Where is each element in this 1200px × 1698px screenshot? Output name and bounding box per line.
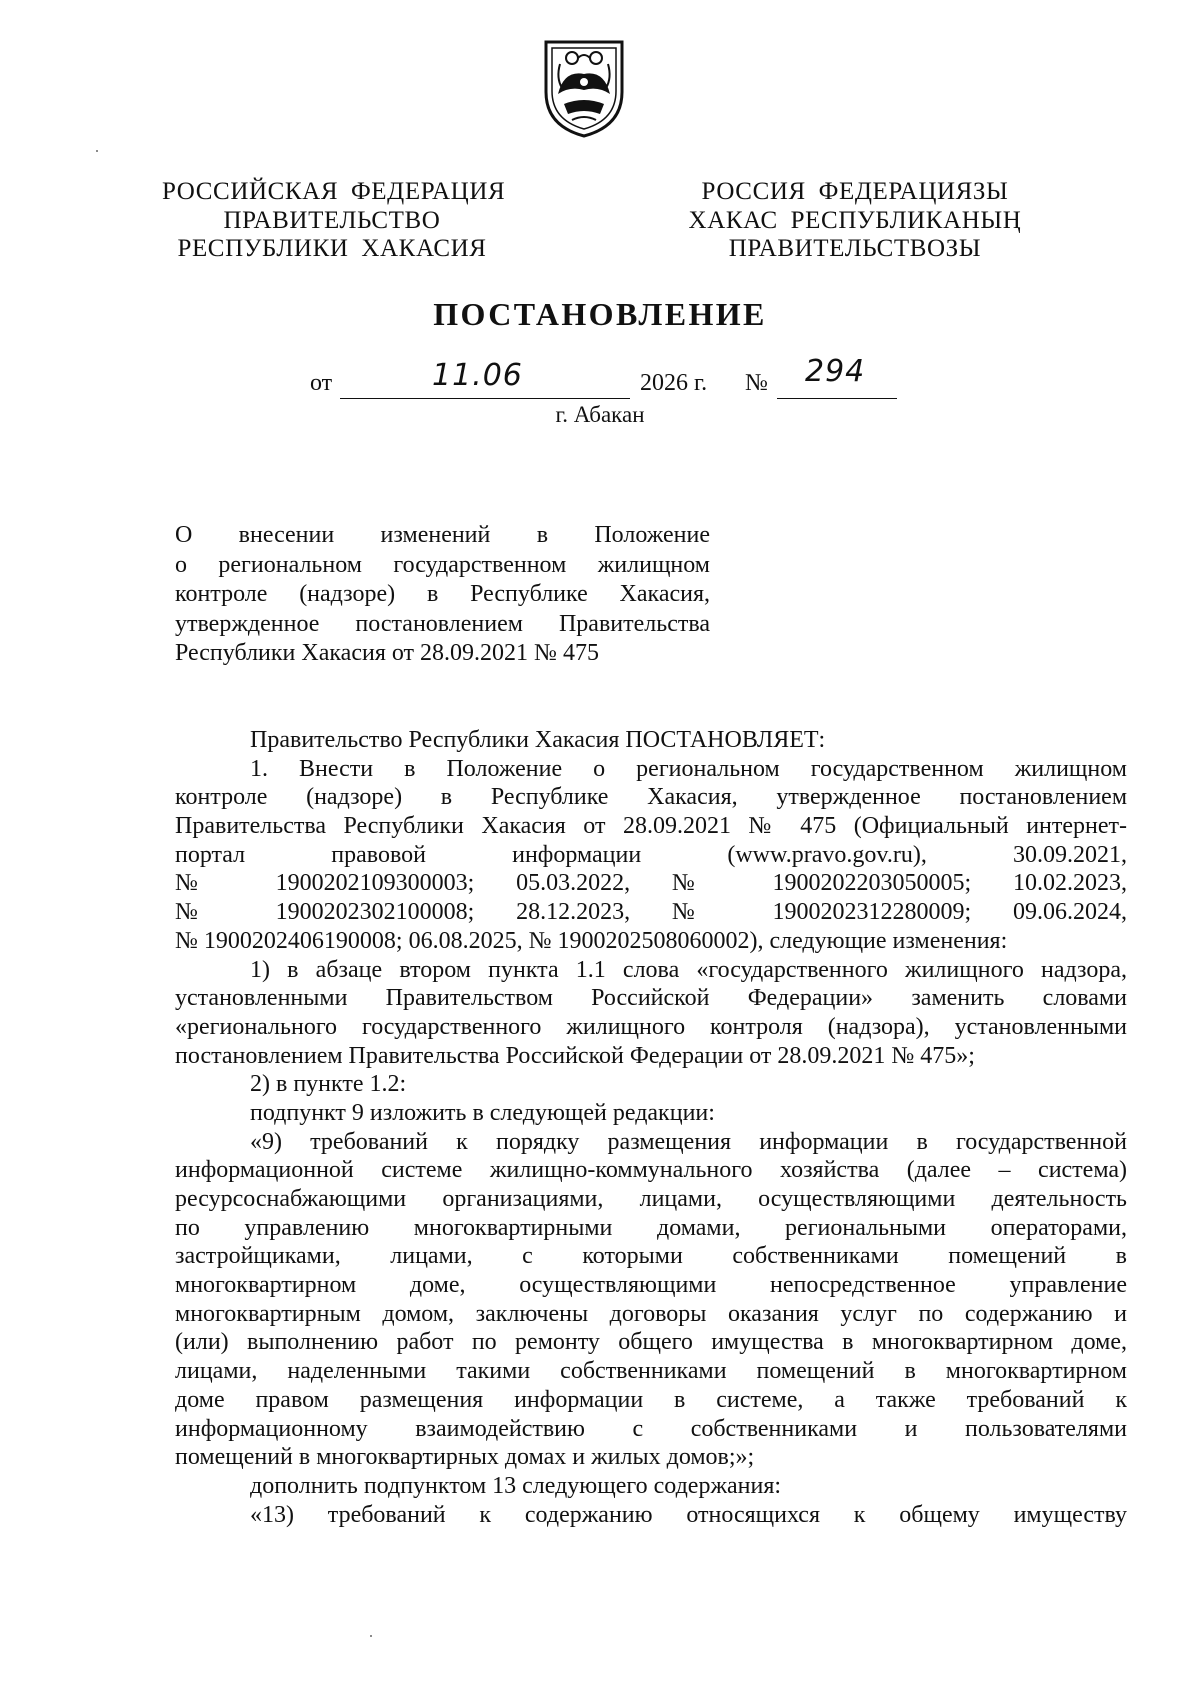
subject-line: О внесении изменений в Положение bbox=[175, 522, 710, 548]
body-line: доме правом размещения информации в системе, а также требований к bbox=[175, 1386, 1127, 1413]
header-right-line-3: ПРАВИТЕЛЬСТВОЗЫ bbox=[728, 235, 982, 262]
subject-line: Республики Хакасия от 28.09.2021 № 475 bbox=[175, 640, 599, 666]
body-line: № 1900202302100008; 28.12.2023, № 1900202312280009; 09.06.2024, bbox=[175, 899, 1127, 926]
header-right-line-2: ХАКАС РЕСПУБЛИКАНЫҢ bbox=[688, 206, 1022, 234]
body-line: помещений в многоквартирных домах и жилых домов;»; bbox=[175, 1444, 755, 1471]
body-line: информационной системе жилищно-коммунального хозяйства (далее – система) bbox=[175, 1157, 1127, 1184]
body-line: подпункт 9 изложить в следующей редакции: bbox=[250, 1099, 715, 1126]
handwritten-date: 11.06 bbox=[432, 358, 523, 393]
header-right-line-1: РОССИЯ ФЕДЕРАЦИЯЗЫ bbox=[701, 178, 1009, 205]
header-left-line-1: РОССИЙСКАЯ ФЕДЕРАЦИЯ bbox=[162, 178, 506, 205]
body-line: Правительства Республики Хакасия от 28.09.2021 № 475 (Официальный интернет- bbox=[175, 813, 1127, 840]
body-line: № 1900202109300003; 05.03.2022, № 1900202203050005; 10.02.2023, bbox=[175, 870, 1127, 897]
body-line: «9) требований к порядку размещения информации в государственной bbox=[250, 1128, 1127, 1155]
body-line: лицами, наделенными такими собственниками помещений в многоквартирном bbox=[175, 1358, 1127, 1385]
header-left-line-2: ПРАВИТЕЛЬСТВО bbox=[223, 206, 441, 234]
subject-line: о региональном государственном жилищном bbox=[175, 551, 710, 578]
body-line: «13) требований к содержанию относящихся к общему имуществу bbox=[250, 1501, 1127, 1528]
body-line: многоквартирным домом, заключены договоры оказания услуг по содержанию и bbox=[175, 1300, 1127, 1327]
year-label: 2026 г. bbox=[640, 370, 708, 396]
body-line: (или) выполнению работ по ремонту общего имущества в многоквартирном доме, bbox=[175, 1329, 1127, 1356]
header-left-line-3: РЕСПУБЛИКИ ХАКАСИЯ bbox=[177, 235, 487, 262]
number-label: № bbox=[745, 370, 768, 396]
date-prefix: от bbox=[310, 370, 333, 396]
document-subject bbox=[175, 521, 710, 669]
body-line: установленными Правительством Российской Федерации» заменить словами bbox=[175, 985, 1127, 1012]
number-underline bbox=[777, 398, 897, 399]
body-line: постановлением Правительства Российской Федерации от 28.09.2021 № 475»; bbox=[175, 1042, 975, 1069]
body-line: информационному взаимодействию с собственниками и пользователями bbox=[175, 1415, 1127, 1442]
body-line: ресурсоснабжающими организациями, лицами, осуществляющими деятельность bbox=[175, 1186, 1127, 1212]
body-line: дополнить подпунктом 13 следующего содержания: bbox=[250, 1472, 782, 1499]
city-name: г. Абакан bbox=[555, 402, 645, 427]
body-line: № 1900202406190008; 06.08.2025, № 1900202508060002), следующие изменения: bbox=[175, 927, 1008, 954]
preamble: Правительство Республики Хакасия ПОСТАНОВЛЯЕТ: bbox=[250, 727, 826, 753]
body-line: 2) в пункте 1.2: bbox=[250, 1071, 407, 1098]
date-number-line bbox=[0, 354, 1200, 400]
header-right-block bbox=[660, 178, 1050, 264]
scan-speck bbox=[370, 1635, 372, 1637]
body-line: 1. Внести в Положение о региональном государственном жилищном bbox=[250, 755, 1127, 782]
scan-speck bbox=[96, 150, 98, 152]
body-line: 1) в абзаце втором пункта 1.1 слова «государственного жилищного надзора, bbox=[250, 956, 1127, 983]
body-line: портал правовой информации (www.pravo.gov.ru), 30.09.2021, bbox=[175, 841, 1127, 868]
date-underline bbox=[340, 398, 630, 399]
coat-of-arms-icon bbox=[542, 34, 626, 138]
body-line: застройщиками, лицами, с которыми собственниками помещений в bbox=[175, 1243, 1127, 1270]
document-title: ПОСТАНОВЛЕНИЕ bbox=[433, 296, 767, 332]
body-line: контроле (надзоре) в Республике Хакасия, утвержденное постановлением bbox=[175, 784, 1127, 811]
subject-line: утвержденное постановлением Правительства bbox=[175, 610, 710, 637]
header-left-block bbox=[162, 178, 506, 264]
body-line: по управлению многоквартирными домами, региональными операторами, bbox=[175, 1214, 1127, 1241]
body-line: многоквартирном доме, осуществляющими непосредственное управление bbox=[175, 1272, 1127, 1299]
body-line: «регионального государственного жилищного контроля (надзора), установленными bbox=[175, 1013, 1127, 1040]
subject-line: контроле (надзоре) в Республике Хакасия, bbox=[175, 581, 710, 607]
handwritten-number: 294 bbox=[805, 354, 866, 389]
document-body bbox=[175, 726, 1127, 1529]
